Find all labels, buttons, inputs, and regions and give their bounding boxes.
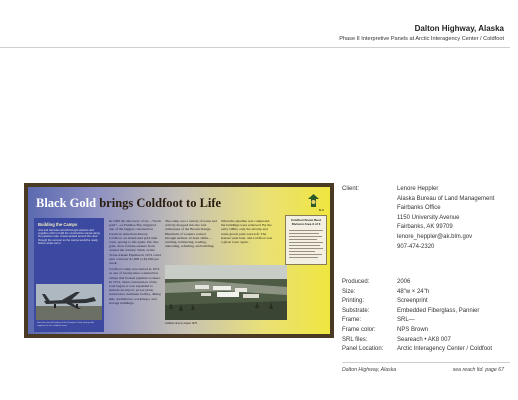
clipping-text-line	[289, 233, 319, 234]
clipping-text-line	[289, 254, 322, 255]
interpretive-panel	[28, 187, 330, 334]
panel-title-rest: brings Coldfoot to Life	[96, 196, 222, 210]
detail-label: Frame color:	[342, 327, 376, 333]
detail-value: lenore_heppler@ak.blm.gov	[397, 234, 473, 240]
sidebar-body: Jets and Hercules aircraft brought workers and supplies north to build the construction camps along the pipeline route. Crews worked around the clock through the summer so the camps would be ready before winter set in.	[38, 229, 100, 245]
detail-value: 2006	[397, 279, 411, 285]
detail-label: Printing:	[342, 298, 365, 305]
blm-logo-icon	[307, 193, 320, 209]
clipping-text-line	[289, 230, 323, 231]
panel-title	[36, 196, 221, 211]
clipping-text-line	[289, 245, 320, 246]
aircraft-photo	[36, 284, 102, 320]
footer-page-number: sea reach ltd. page 67	[452, 367, 504, 373]
detail-value: Fairbanks, AK 99709	[397, 224, 453, 231]
detail-value: SRL—	[397, 317, 415, 324]
aircraft-illustration	[36, 284, 102, 320]
detail-value: 1150 University Avenue	[397, 214, 460, 221]
body-paragraph: Coldfoot Camp was started in 1974 as one of twenty-nine construction camps that housed pipeline workers. In 1974, when construction of the road began, it was expanded to include an airport, power plant, wastewater treatment facility, dining hall, dormitories, workshops, and storage buildings.	[109, 267, 161, 305]
detail-value: 907-474-2320	[397, 243, 435, 250]
detail-label: Substrate:	[342, 307, 370, 314]
detail-value: Screenprint	[397, 298, 428, 305]
detail-value: Alaska Bureau of Land Management	[397, 195, 495, 202]
panel-image	[24, 183, 334, 338]
panel-title-highlight: Black Gold	[36, 196, 97, 210]
footer-rule	[342, 362, 510, 363]
camp-illustration	[165, 265, 287, 320]
detail-label: Produced:	[342, 279, 370, 285]
clipping-text-line	[289, 257, 318, 258]
logo-text: BLM	[318, 209, 324, 212]
detail-value: NPS Brown	[397, 327, 429, 333]
detail-label: Size:	[342, 288, 356, 295]
clipping-text-line	[289, 248, 323, 249]
newspaper-clipping	[285, 215, 327, 265]
body-column-3: When the pipeline was completed, the buildings were removed. By the early 1980s, only the airstrip and some gravel pads were left. The houses went bust, and Coldfoot was a ghost town again.	[221, 219, 273, 245]
body-paragraph: In 1968 the discovery of oil—"black gold"—at Prudhoe Bay triggered one of the biggest construction booms in American history. Coldfoot, an abandoned gold rush town, sprang to life again. Oil, like gold, drew fortune-seekers from around the country. Work on the Trans-Alaska Pipeline in 1974 could earn a laborer $1,000 to $2,000 per week.	[109, 219, 161, 266]
header-rule	[0, 47, 510, 48]
body-column-2: The camp was a variety of noise and activity dropped into the vast wilderness of the Brooks Range. Hundreds of workers rotated through endless 12-hour shifts—welding, bulldozing, loading, unloading, refueling, and building.	[165, 219, 217, 249]
clipping-text-line	[289, 236, 322, 237]
detail-label: Client:	[342, 186, 360, 192]
detail-label: Frame:	[342, 317, 362, 324]
detail-value: Lenore Heppler	[397, 186, 439, 192]
detail-value: 48"w × 24"h	[397, 288, 430, 295]
document-subtitle: Phase II Interpretive Panels at Arctic Interagency Center / Coldfoot	[339, 36, 504, 42]
camp-aerial-photo	[165, 265, 287, 320]
sidebar-box	[34, 218, 104, 332]
detail-value: Arctic Interagency Center / Coldfoot	[397, 346, 493, 353]
body-column-1	[109, 219, 161, 307]
aircraft-photo-caption: Hercules aircraft landing at the Prospect Creek airstrip with supplies for the Coldfoot camp.	[37, 322, 95, 327]
document-title: Dalton Highway, Alaska	[414, 24, 504, 33]
detail-value: Fairbanks Office	[397, 205, 441, 212]
clipping-text-line	[289, 239, 317, 240]
sidebar-heading: Building the Camps	[38, 222, 78, 227]
detail-value: Embedded Fiberglass, Pannier	[397, 307, 480, 314]
clipping-text-line	[289, 251, 315, 252]
footer-left: Dalton Highway, Alaska	[342, 367, 397, 373]
detail-label: SRL files:	[342, 336, 368, 343]
camp-photo-caption: Coldfoot camp in August 1975.	[165, 322, 198, 325]
clipping-headline: Coldfoot Boom Bust Division Area 3 of 3	[290, 218, 322, 226]
clipping-text-line	[289, 242, 323, 243]
detail-value: Seareach • AK8 007	[397, 336, 451, 343]
detail-label: Panel Location:	[342, 346, 384, 353]
